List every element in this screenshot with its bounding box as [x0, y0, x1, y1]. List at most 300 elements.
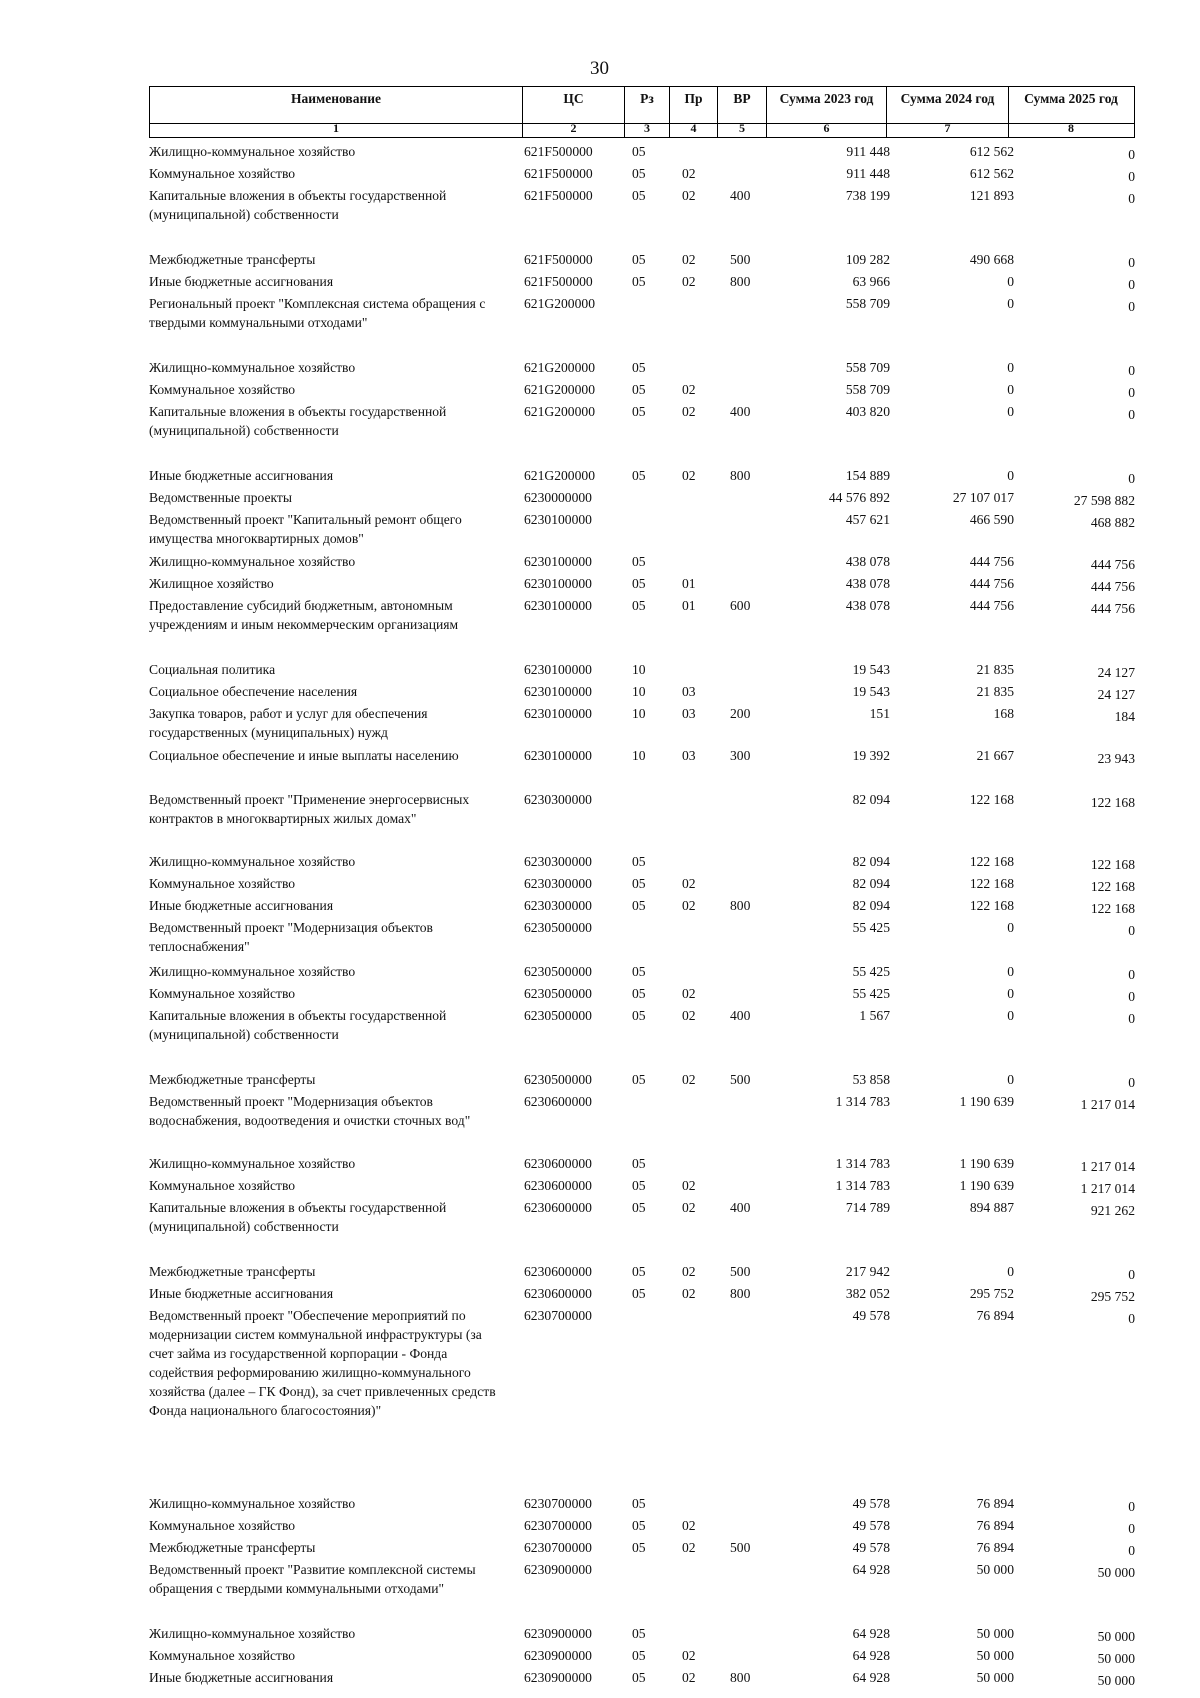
- row-sum-2024: 0: [1007, 274, 1014, 289]
- row-vr: 400: [730, 1200, 751, 1215]
- row-vr: 800: [730, 1670, 751, 1685]
- row-sum-2024: 122 168: [969, 854, 1014, 869]
- row-cs-code: 6230300000: [524, 854, 592, 869]
- row-sum-2024: 0: [1007, 296, 1014, 311]
- row-sum-2023: 64 928: [852, 1670, 890, 1685]
- row-cs-code: 6230700000: [524, 1308, 592, 1323]
- row-sum-2024: 444 756: [969, 554, 1014, 569]
- header-title-sum-2025: Сумма 2025 год: [1024, 91, 1118, 106]
- row-sum-2024: 444 756: [969, 598, 1014, 613]
- row-sum-2024: 612 562: [969, 166, 1014, 181]
- row-sum-2024: 168: [993, 706, 1014, 721]
- row-pr: 02: [682, 404, 696, 419]
- row-name: Ведомственный проект "Модернизация объектов теплоснабжения": [149, 920, 433, 954]
- row-sum-2025: 0: [1128, 471, 1135, 486]
- row-sum-2024: 76 894: [976, 1496, 1014, 1511]
- row-name: Капитальные вложения в объекты государственной (муниципальной) собственности: [149, 1200, 447, 1234]
- row-vr: 800: [730, 1286, 751, 1301]
- row-sum-2023: 82 094: [852, 876, 890, 891]
- row-sum-2025: 122 168: [1090, 879, 1135, 894]
- row-cs-code: 6230600000: [524, 1094, 592, 1109]
- row-name: Закупка товаров, работ и услуг для обеспечения государственных (муниципальных) нужд: [149, 706, 428, 740]
- row-sum-2024: 21 835: [976, 684, 1014, 699]
- row-sum-2025: 0: [1128, 923, 1135, 938]
- row-sum-2023: 382 052: [845, 1286, 890, 1301]
- row-pr: 02: [682, 1072, 696, 1087]
- row-sum-2025: 921 262: [1090, 1203, 1135, 1218]
- row-sum-2024: 0: [1007, 1008, 1014, 1023]
- row-sum-2023: 49 578: [852, 1518, 890, 1533]
- row-rz: 05: [632, 554, 646, 569]
- row-pr: 03: [682, 748, 696, 763]
- row-vr: 800: [730, 898, 751, 913]
- row-name: Межбюджетные трансферты: [149, 1264, 316, 1279]
- row-pr: 02: [682, 1670, 696, 1685]
- row-sum-2025: 0: [1128, 1011, 1135, 1026]
- row-rz: 05: [632, 986, 646, 1001]
- row-sum-2023: 1 314 783: [835, 1178, 890, 1193]
- row-sum-2024: 466 590: [969, 512, 1014, 527]
- row-sum-2024: 612 562: [969, 144, 1014, 159]
- row-pr: 02: [682, 876, 696, 891]
- row-rz: 05: [632, 876, 646, 891]
- row-sum-2025: 1 217 014: [1080, 1097, 1135, 1112]
- row-vr: 300: [730, 748, 751, 763]
- row-sum-2023: 911 448: [846, 166, 890, 181]
- row-sum-2025: 122 168: [1090, 795, 1135, 810]
- row-sum-2024: 122 168: [969, 876, 1014, 891]
- row-name: Жилищно-коммунальное хозяйство: [149, 964, 356, 979]
- row-name: Коммунальное хозяйство: [149, 986, 296, 1001]
- header-title-rz: Рз: [640, 91, 654, 106]
- row-name: Коммунальное хозяйство: [149, 1518, 296, 1533]
- row-sum-2023: 55 425: [852, 986, 890, 1001]
- row-sum-2025: 1 217 014: [1080, 1159, 1135, 1174]
- row-sum-2025: 50 000: [1097, 1629, 1135, 1644]
- row-sum-2024: 0: [1007, 964, 1014, 979]
- row-sum-2023: 154 889: [845, 468, 890, 483]
- row-sum-2023: 49 578: [852, 1540, 890, 1555]
- row-rz: 05: [632, 854, 646, 869]
- row-name: Коммунальное хозяйство: [149, 876, 296, 891]
- row-cs-code: 6230100000: [524, 662, 592, 677]
- row-rz: 05: [632, 964, 646, 979]
- row-sum-2025: 50 000: [1097, 1673, 1135, 1688]
- row-name: Жилищно-коммунальное хозяйство: [149, 554, 356, 569]
- row-cs-code: 6230100000: [524, 706, 592, 721]
- row-sum-2023: 1 314 783: [835, 1094, 890, 1109]
- row-rz: 05: [632, 144, 646, 159]
- row-rz: 05: [632, 576, 646, 591]
- row-pr: 02: [682, 1264, 696, 1279]
- row-rz: 05: [632, 1008, 646, 1023]
- row-rz: 05: [632, 382, 646, 397]
- page-number: 30: [590, 58, 609, 79]
- row-vr: 600: [730, 598, 751, 613]
- row-name: Социальная политика: [149, 662, 276, 677]
- row-pr: 02: [682, 1200, 696, 1215]
- row-cs-code: 6230600000: [524, 1156, 592, 1171]
- row-rz: 05: [632, 360, 646, 375]
- row-pr: 03: [682, 706, 696, 721]
- row-cs-code: 6230500000: [524, 964, 592, 979]
- row-rz: 05: [632, 1670, 646, 1685]
- header-number-3: 3: [644, 121, 650, 135]
- row-cs-code: 6230700000: [524, 1518, 592, 1533]
- row-rz: 05: [632, 1156, 646, 1171]
- row-cs-code: 6230300000: [524, 876, 592, 891]
- row-sum-2025: 468 882: [1090, 515, 1135, 530]
- row-sum-2023: 82 094: [852, 792, 890, 807]
- row-sum-2024: 0: [1007, 1072, 1014, 1087]
- row-cs-code: 6230900000: [524, 1648, 592, 1663]
- row-cs-code: 6230500000: [524, 986, 592, 1001]
- row-rz: 05: [632, 1648, 646, 1663]
- row-name: Иные бюджетные ассигнования: [149, 1670, 334, 1685]
- row-name: Ведомственный проект "Развитие комплексной системы обращения с твердыми коммунальными отходами": [149, 1562, 476, 1596]
- header-cell-sum-2024: [887, 87, 1009, 137]
- row-sum-2023: 64 928: [852, 1562, 890, 1577]
- row-cs-code: 621G200000: [524, 468, 595, 483]
- row-name: Иные бюджетные ассигнования: [149, 1286, 334, 1301]
- row-sum-2025: 184: [1114, 709, 1135, 724]
- row-name: Жилищно-коммунальное хозяйство: [149, 360, 356, 375]
- row-name: Межбюджетные трансферты: [149, 1540, 316, 1555]
- row-rz: 05: [632, 1264, 646, 1279]
- row-sum-2023: 49 578: [852, 1308, 890, 1323]
- row-cs-code: 6230700000: [524, 1496, 592, 1511]
- row-sum-2023: 558 709: [845, 296, 890, 311]
- row-sum-2024: 0: [1007, 920, 1014, 935]
- row-rz: 10: [632, 684, 646, 699]
- row-vr: 400: [730, 188, 751, 203]
- row-sum-2024: 0: [1007, 404, 1014, 419]
- row-name: Ведомственный проект "Применение энергосервисных контрактов в многоквартирных жилых домах": [149, 792, 470, 826]
- row-rz: 05: [632, 1178, 646, 1193]
- table-header: [149, 86, 1135, 138]
- row-sum-2023: 55 425: [852, 920, 890, 935]
- row-sum-2025: 0: [1128, 989, 1135, 1004]
- row-name: Социальное обеспечение населения: [149, 684, 358, 699]
- header-number-6: 6: [823, 121, 830, 135]
- row-sum-2025: 444 756: [1090, 557, 1135, 572]
- header-title-cs: ЦС: [563, 91, 584, 106]
- row-pr: 02: [682, 986, 696, 1001]
- row-sum-2025: 50 000: [1097, 1565, 1135, 1580]
- row-sum-2025: 0: [1128, 363, 1135, 378]
- row-rz: 05: [632, 252, 646, 267]
- row-cs-code: 6230600000: [524, 1200, 592, 1215]
- row-sum-2025: 0: [1128, 277, 1135, 292]
- row-sum-2023: 64 928: [852, 1648, 890, 1663]
- header-title-pr: Пр: [684, 91, 703, 106]
- row-sum-2025: 0: [1128, 967, 1135, 982]
- header-number-8: 8: [1068, 121, 1074, 135]
- row-vr: 400: [730, 1008, 751, 1023]
- row-sum-2024: 27 107 017: [952, 490, 1014, 505]
- row-sum-2025: 24 127: [1097, 665, 1135, 680]
- row-sum-2025: 27 598 882: [1073, 493, 1135, 508]
- header-number-7: 7: [944, 121, 951, 135]
- row-vr: 800: [730, 274, 751, 289]
- row-pr: 02: [682, 188, 696, 203]
- row-sum-2023: 64 928: [852, 1626, 890, 1641]
- row-name: Иные бюджетные ассигнования: [149, 468, 334, 483]
- header-number-4: 4: [690, 121, 697, 135]
- row-rz: 05: [632, 166, 646, 181]
- row-pr: 02: [682, 1540, 696, 1555]
- row-vr: 800: [730, 468, 751, 483]
- row-name: Жилищно-коммунальное хозяйство: [149, 144, 356, 159]
- header-title-name: Наименование: [291, 91, 381, 106]
- row-sum-2025: 0: [1128, 407, 1135, 422]
- row-pr: 02: [682, 1648, 696, 1663]
- row-pr: 02: [682, 898, 696, 913]
- row-sum-2024: 122 168: [969, 792, 1014, 807]
- row-sum-2023: 44 576 892: [828, 490, 890, 505]
- row-pr: 02: [682, 468, 696, 483]
- row-sum-2023: 63 966: [852, 274, 890, 289]
- row-sum-2024: 76 894: [976, 1518, 1014, 1533]
- row-cs-code: 6230300000: [524, 898, 592, 913]
- row-cs-code: 621F500000: [524, 166, 593, 181]
- row-sum-2025: 0: [1128, 147, 1135, 162]
- row-name: Межбюджетные трансферты: [149, 1072, 316, 1087]
- row-rz: 05: [632, 188, 646, 203]
- row-sum-2025: 0: [1128, 191, 1135, 206]
- row-sum-2025: 444 756: [1090, 601, 1135, 616]
- row-sum-2024: 0: [1007, 1264, 1014, 1279]
- row-cs-code: 6230600000: [524, 1286, 592, 1301]
- row-sum-2025: 0: [1128, 1543, 1135, 1558]
- row-sum-2024: 122 168: [969, 898, 1014, 913]
- row-cs-code: 6230600000: [524, 1178, 592, 1193]
- row-name: Жилищное хозяйство: [149, 576, 274, 591]
- header-divider: [150, 123, 1134, 124]
- row-pr: 02: [682, 1178, 696, 1193]
- row-vr: 500: [730, 1072, 751, 1087]
- row-rz: 05: [632, 404, 646, 419]
- row-name: Коммунальное хозяйство: [149, 166, 296, 181]
- row-sum-2023: 1 314 783: [835, 1156, 890, 1171]
- row-cs-code: 621G200000: [524, 360, 595, 375]
- row-sum-2023: 151: [869, 706, 890, 721]
- row-cs-code: 6230100000: [524, 576, 592, 591]
- row-rz: 05: [632, 1496, 646, 1511]
- row-cs-code: 621G200000: [524, 382, 595, 397]
- row-sum-2025: 0: [1128, 1075, 1135, 1090]
- row-name: Ведомственный проект "Обеспечение мероприятий по модернизации систем коммунальной инфраструктуры (за счет займа из государственной корпорации - Фонда содействия реформированию жилищно-коммунального хозяйства (далее – ГК Фонд), за счет привлеченных средств Фонда национального благосостояния)": [149, 1308, 496, 1418]
- row-vr: 500: [730, 1264, 751, 1279]
- row-sum-2023: 82 094: [852, 854, 890, 869]
- row-name: Ведомственный проект "Капитальный ремонт общего имущества многоквартирных домов": [149, 512, 462, 546]
- row-rz: 05: [632, 1518, 646, 1533]
- row-pr: 02: [682, 274, 696, 289]
- row-sum-2024: 0: [1007, 360, 1014, 375]
- row-cs-code: 6230300000: [524, 792, 592, 807]
- header-number-5: 5: [739, 121, 745, 135]
- row-sum-2025: 122 168: [1090, 857, 1135, 872]
- row-pr: 02: [682, 166, 696, 181]
- row-pr: 02: [682, 1518, 696, 1533]
- row-sum-2024: 0: [1007, 986, 1014, 1001]
- row-rz: 10: [632, 706, 646, 721]
- row-sum-2025: 0: [1128, 1521, 1135, 1536]
- row-sum-2023: 403 820: [845, 404, 890, 419]
- row-sum-2024: 76 894: [976, 1540, 1014, 1555]
- row-cs-code: 621F500000: [524, 144, 593, 159]
- row-cs-code: 621F500000: [524, 252, 593, 267]
- row-name: Коммунальное хозяйство: [149, 1648, 296, 1663]
- row-sum-2025: 0: [1128, 1267, 1135, 1282]
- header-number-1: 1: [333, 121, 339, 135]
- row-sum-2023: 438 078: [845, 576, 890, 591]
- row-name: Жилищно-коммунальное хозяйство: [149, 854, 356, 869]
- row-sum-2025: 295 752: [1090, 1289, 1135, 1304]
- row-sum-2023: 911 448: [846, 144, 890, 159]
- row-cs-code: 6230500000: [524, 1072, 592, 1087]
- header-title-sum-2023: Сумма 2023 год: [779, 91, 874, 106]
- row-sum-2025: 23 943: [1097, 751, 1135, 766]
- row-sum-2024: 50 000: [976, 1562, 1014, 1577]
- row-sum-2025: 1 217 014: [1080, 1181, 1135, 1196]
- row-sum-2023: 19 543: [852, 662, 890, 677]
- row-sum-2025: 0: [1128, 255, 1135, 270]
- row-name: Капитальные вложения в объекты государственной (муниципальной) собственности: [149, 188, 447, 222]
- row-name: Предоставление субсидий бюджетным, автономным учреждениям и иным некоммерческим организациям: [149, 598, 459, 632]
- row-sum-2023: 53 858: [852, 1072, 890, 1087]
- row-sum-2024: 490 668: [969, 252, 1014, 267]
- row-cs-code: 621F500000: [524, 188, 593, 203]
- row-rz: 05: [632, 598, 646, 613]
- row-sum-2024: 0: [1007, 382, 1014, 397]
- row-sum-2025: 0: [1128, 1311, 1135, 1326]
- row-sum-2023: 19 543: [852, 684, 890, 699]
- header-cell-sum-2023: [767, 87, 887, 137]
- row-sum-2023: 82 094: [852, 898, 890, 913]
- row-sum-2025: 0: [1128, 299, 1135, 314]
- row-sum-2025: 50 000: [1097, 1651, 1135, 1666]
- row-pr: 03: [682, 684, 696, 699]
- row-cs-code: 6230700000: [524, 1540, 592, 1555]
- row-sum-2023: 738 199: [845, 188, 890, 203]
- row-cs-code: 6230600000: [524, 1264, 592, 1279]
- row-cs-code: 6230500000: [524, 1008, 592, 1023]
- header-cell-rz: [625, 87, 670, 137]
- row-cs-code: 6230900000: [524, 1562, 592, 1577]
- row-cs-code: 6230900000: [524, 1670, 592, 1685]
- row-pr: 02: [682, 382, 696, 397]
- row-sum-2023: 457 621: [845, 512, 890, 527]
- row-rz: 10: [632, 662, 646, 677]
- row-vr: 500: [730, 1540, 751, 1555]
- row-sum-2024: 21 667: [976, 748, 1014, 763]
- row-cs-code: 6230500000: [524, 920, 592, 935]
- row-rz: 05: [632, 898, 646, 913]
- row-name: Капитальные вложения в объекты государственной (муниципальной) собственности: [149, 1008, 447, 1042]
- row-sum-2023: 438 078: [845, 554, 890, 569]
- row-sum-2024: 1 190 639: [959, 1178, 1014, 1193]
- header-number-2: 2: [570, 121, 577, 135]
- row-sum-2024: 76 894: [976, 1308, 1014, 1323]
- row-sum-2025: 122 168: [1090, 901, 1135, 916]
- row-cs-code: 621G200000: [524, 404, 595, 419]
- row-sum-2023: 558 709: [845, 382, 890, 397]
- row-pr: 02: [682, 252, 696, 267]
- row-name: Иные бюджетные ассигнования: [149, 274, 334, 289]
- row-rz: 10: [632, 748, 646, 763]
- row-name: Межбюджетные трансферты: [149, 252, 316, 267]
- row-cs-code: 621G200000: [524, 296, 595, 311]
- header-cell-vr: [718, 87, 767, 137]
- header-cell-name: [150, 87, 523, 137]
- row-cs-code: 621F500000: [524, 274, 593, 289]
- row-sum-2025: 24 127: [1097, 687, 1135, 702]
- row-sum-2025: 0: [1128, 169, 1135, 184]
- row-pr: 01: [682, 598, 696, 613]
- row-rz: 05: [632, 1200, 646, 1215]
- row-name: Ведомственные проекты: [149, 490, 293, 505]
- row-name: Иные бюджетные ассигнования: [149, 898, 334, 913]
- row-cs-code: 6230000000: [524, 490, 592, 505]
- row-vr: 500: [730, 252, 751, 267]
- row-sum-2024: 894 887: [969, 1200, 1014, 1215]
- row-rz: 05: [632, 468, 646, 483]
- header-cell-pr: [670, 87, 718, 137]
- row-name: Социальное обеспечение и иные выплаты населению: [149, 748, 459, 763]
- row-sum-2024: 1 190 639: [959, 1094, 1014, 1109]
- row-sum-2023: 49 578: [852, 1496, 890, 1511]
- row-name: Жилищно-коммунальное хозяйство: [149, 1156, 356, 1171]
- row-rz: 05: [632, 1072, 646, 1087]
- row-rz: 05: [632, 1540, 646, 1555]
- row-sum-2025: 0: [1128, 1499, 1135, 1514]
- row-name: Жилищно-коммунальное хозяйство: [149, 1496, 356, 1511]
- row-cs-code: 6230100000: [524, 512, 592, 527]
- row-name: Коммунальное хозяйство: [149, 382, 296, 397]
- header-cell-cs: [523, 87, 625, 137]
- row-cs-code: 6230100000: [524, 684, 592, 699]
- row-sum-2023: 217 942: [845, 1264, 890, 1279]
- row-name: Ведомственный проект "Модернизация объектов водоснабжения, водоотведения и очистки сточных вод": [149, 1094, 471, 1128]
- row-sum-2025: 444 756: [1090, 579, 1135, 594]
- row-sum-2023: 55 425: [852, 964, 890, 979]
- row-sum-2024: 0: [1007, 468, 1014, 483]
- row-sum-2024: 50 000: [976, 1626, 1014, 1641]
- row-sum-2024: 50 000: [976, 1648, 1014, 1663]
- header-title-sum-2024: Сумма 2024 год: [900, 91, 995, 106]
- row-cs-code: 6230900000: [524, 1626, 592, 1641]
- row-name: Жилищно-коммунальное хозяйство: [149, 1626, 356, 1641]
- row-rz: 05: [632, 1286, 646, 1301]
- row-sum-2024: 295 752: [969, 1286, 1014, 1301]
- row-pr: 02: [682, 1286, 696, 1301]
- row-vr: 400: [730, 404, 751, 419]
- row-cs-code: 6230100000: [524, 748, 592, 763]
- row-cs-code: 6230100000: [524, 554, 592, 569]
- row-name: Региональный проект "Комплексная система обращения с твердыми коммунальными отходами": [149, 296, 486, 330]
- header-cell-sum-2025: [1009, 87, 1133, 137]
- row-sum-2025: 0: [1128, 385, 1135, 400]
- row-vr: 200: [730, 706, 751, 721]
- row-sum-2024: 1 190 639: [959, 1156, 1014, 1171]
- row-name: Коммунальное хозяйство: [149, 1178, 296, 1193]
- row-rz: 05: [632, 274, 646, 289]
- row-sum-2024: 444 756: [969, 576, 1014, 591]
- row-sum-2023: 109 282: [845, 252, 890, 267]
- row-sum-2024: 50 000: [976, 1670, 1014, 1685]
- row-sum-2023: 19 392: [852, 748, 890, 763]
